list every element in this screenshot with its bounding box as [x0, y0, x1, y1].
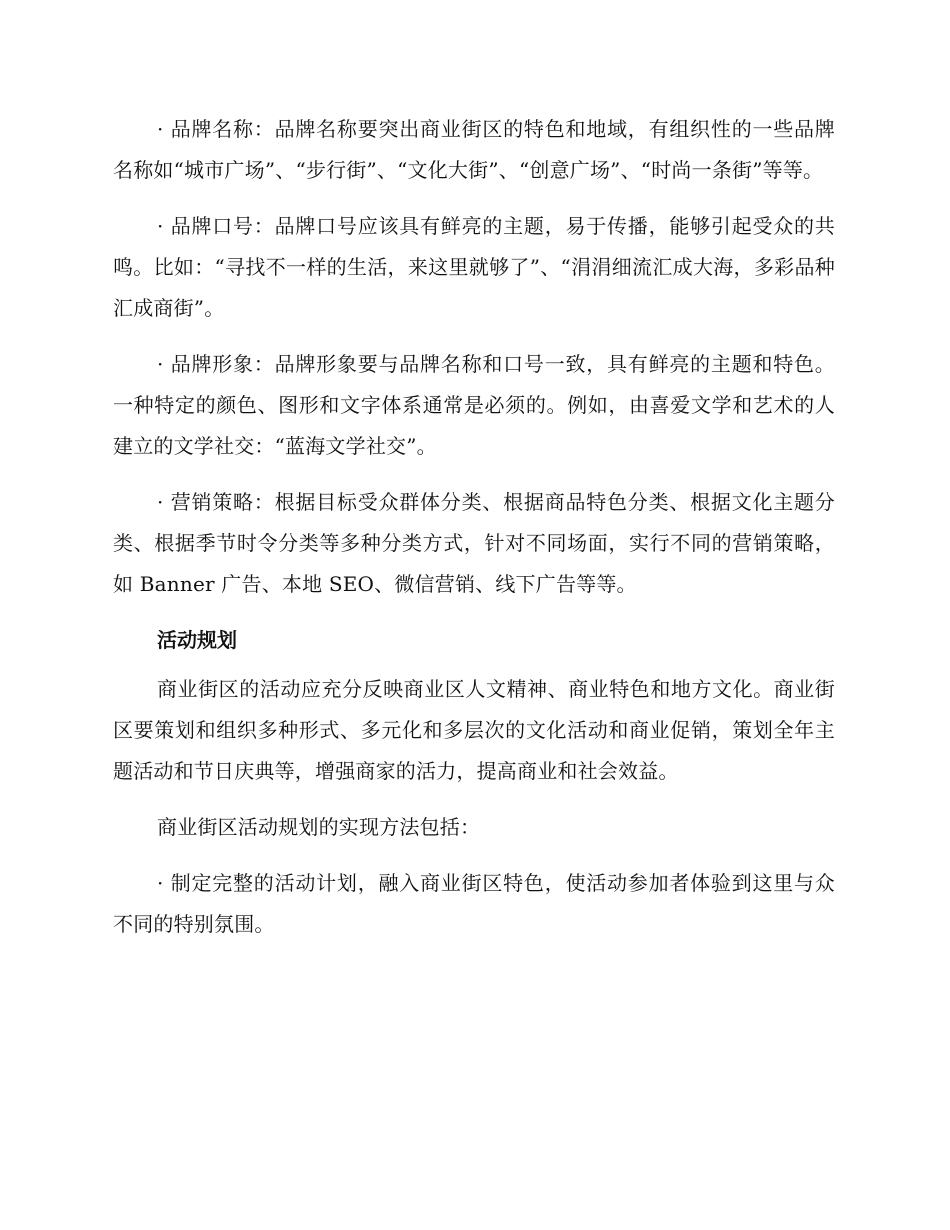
bullet-activity-plan: · 制定完整的活动计划，融入商业街区特色，使活动参加者体验到这里与众不同的特别氛围。	[113, 871, 835, 936]
bullet-brand-slogan: · 品牌口号：品牌口号应该具有鲜亮的主题，易于传播，能够引起受众的共鸣。比如：“寻找不一样的生活，来这里就够了”、“涓涓细流汇成大海，多彩品种汇成商街”。	[113, 214, 835, 320]
document-body	[113, 109, 835, 960]
bullet-brand-name: · 品牌名称：品牌名称要突出商业街区的特色和地域，有组织性的一些品牌名称如“城市广场”、“步行街”、“文化大街”、“创意广场”、“时尚一条街”等等。	[113, 117, 835, 182]
activity-methods-lead: 商业街区活动规划的实现方法包括：	[157, 815, 481, 839]
bullet-brand-image: · 品牌形象：品牌形象要与品牌名称和口号一致，具有鲜亮的主题和特色。一种特定的颜色、图形和文字体系通常是必须的。例如，由喜爱文学和艺术的人建立的文学社交：“蓝海文学社交”。	[113, 352, 835, 458]
section-heading-activity-planning: 活动规划	[157, 628, 237, 652]
bullet-marketing-strategy: · 营销策略：根据目标受众群体分类、根据商品特色分类、根据文化主题分类、根据季节时令分类等多种分类方式，针对不同场面，实行不同的营销策略，如 Banner 广告、本地 SEO、微信营销、线下广告等等。	[113, 490, 835, 596]
activity-intro-paragraph: 商业街区的活动应充分反映商业区人文精神、商业特色和地方文化。商业街区要策划和组织多种形式、多元化和多层次的文化活动和商业促销，策划全年主题活动和节日庆典等，增强商家的活力，提高商业和社会效益。	[113, 677, 835, 783]
